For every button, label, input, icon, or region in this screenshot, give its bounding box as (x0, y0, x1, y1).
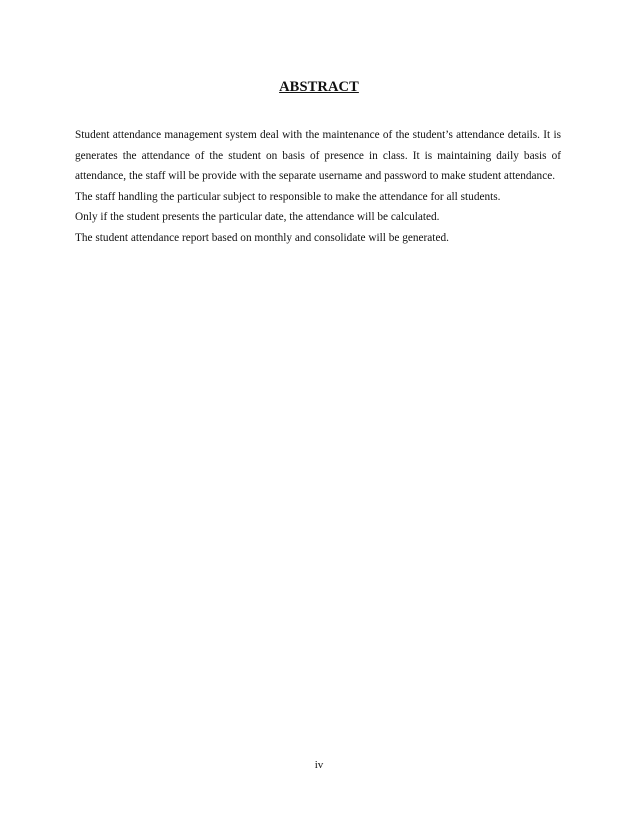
abstract-body (75, 125, 561, 249)
page-title: ABSTRACT (279, 79, 359, 95)
abstract-line-3: Only if the student presents the particular date, the attendance will be calculated. (75, 211, 440, 224)
page-number: iv (314, 759, 324, 771)
abstract-line-4: The student attendance report based on monthly and consolidate will be generated. (75, 231, 449, 244)
abstract-paragraph-1: Student attendance management system deal with the maintenance of the student’s attendance details. It is generates the attendance of the student on basis of presence in class. It is maintaining daily basis of attendance, the staff will be provide with the separate username and password to make student attendance. (75, 129, 561, 183)
abstract-line-2: The staff handling the particular subject to responsible to make the attendance for all students. (75, 190, 501, 203)
